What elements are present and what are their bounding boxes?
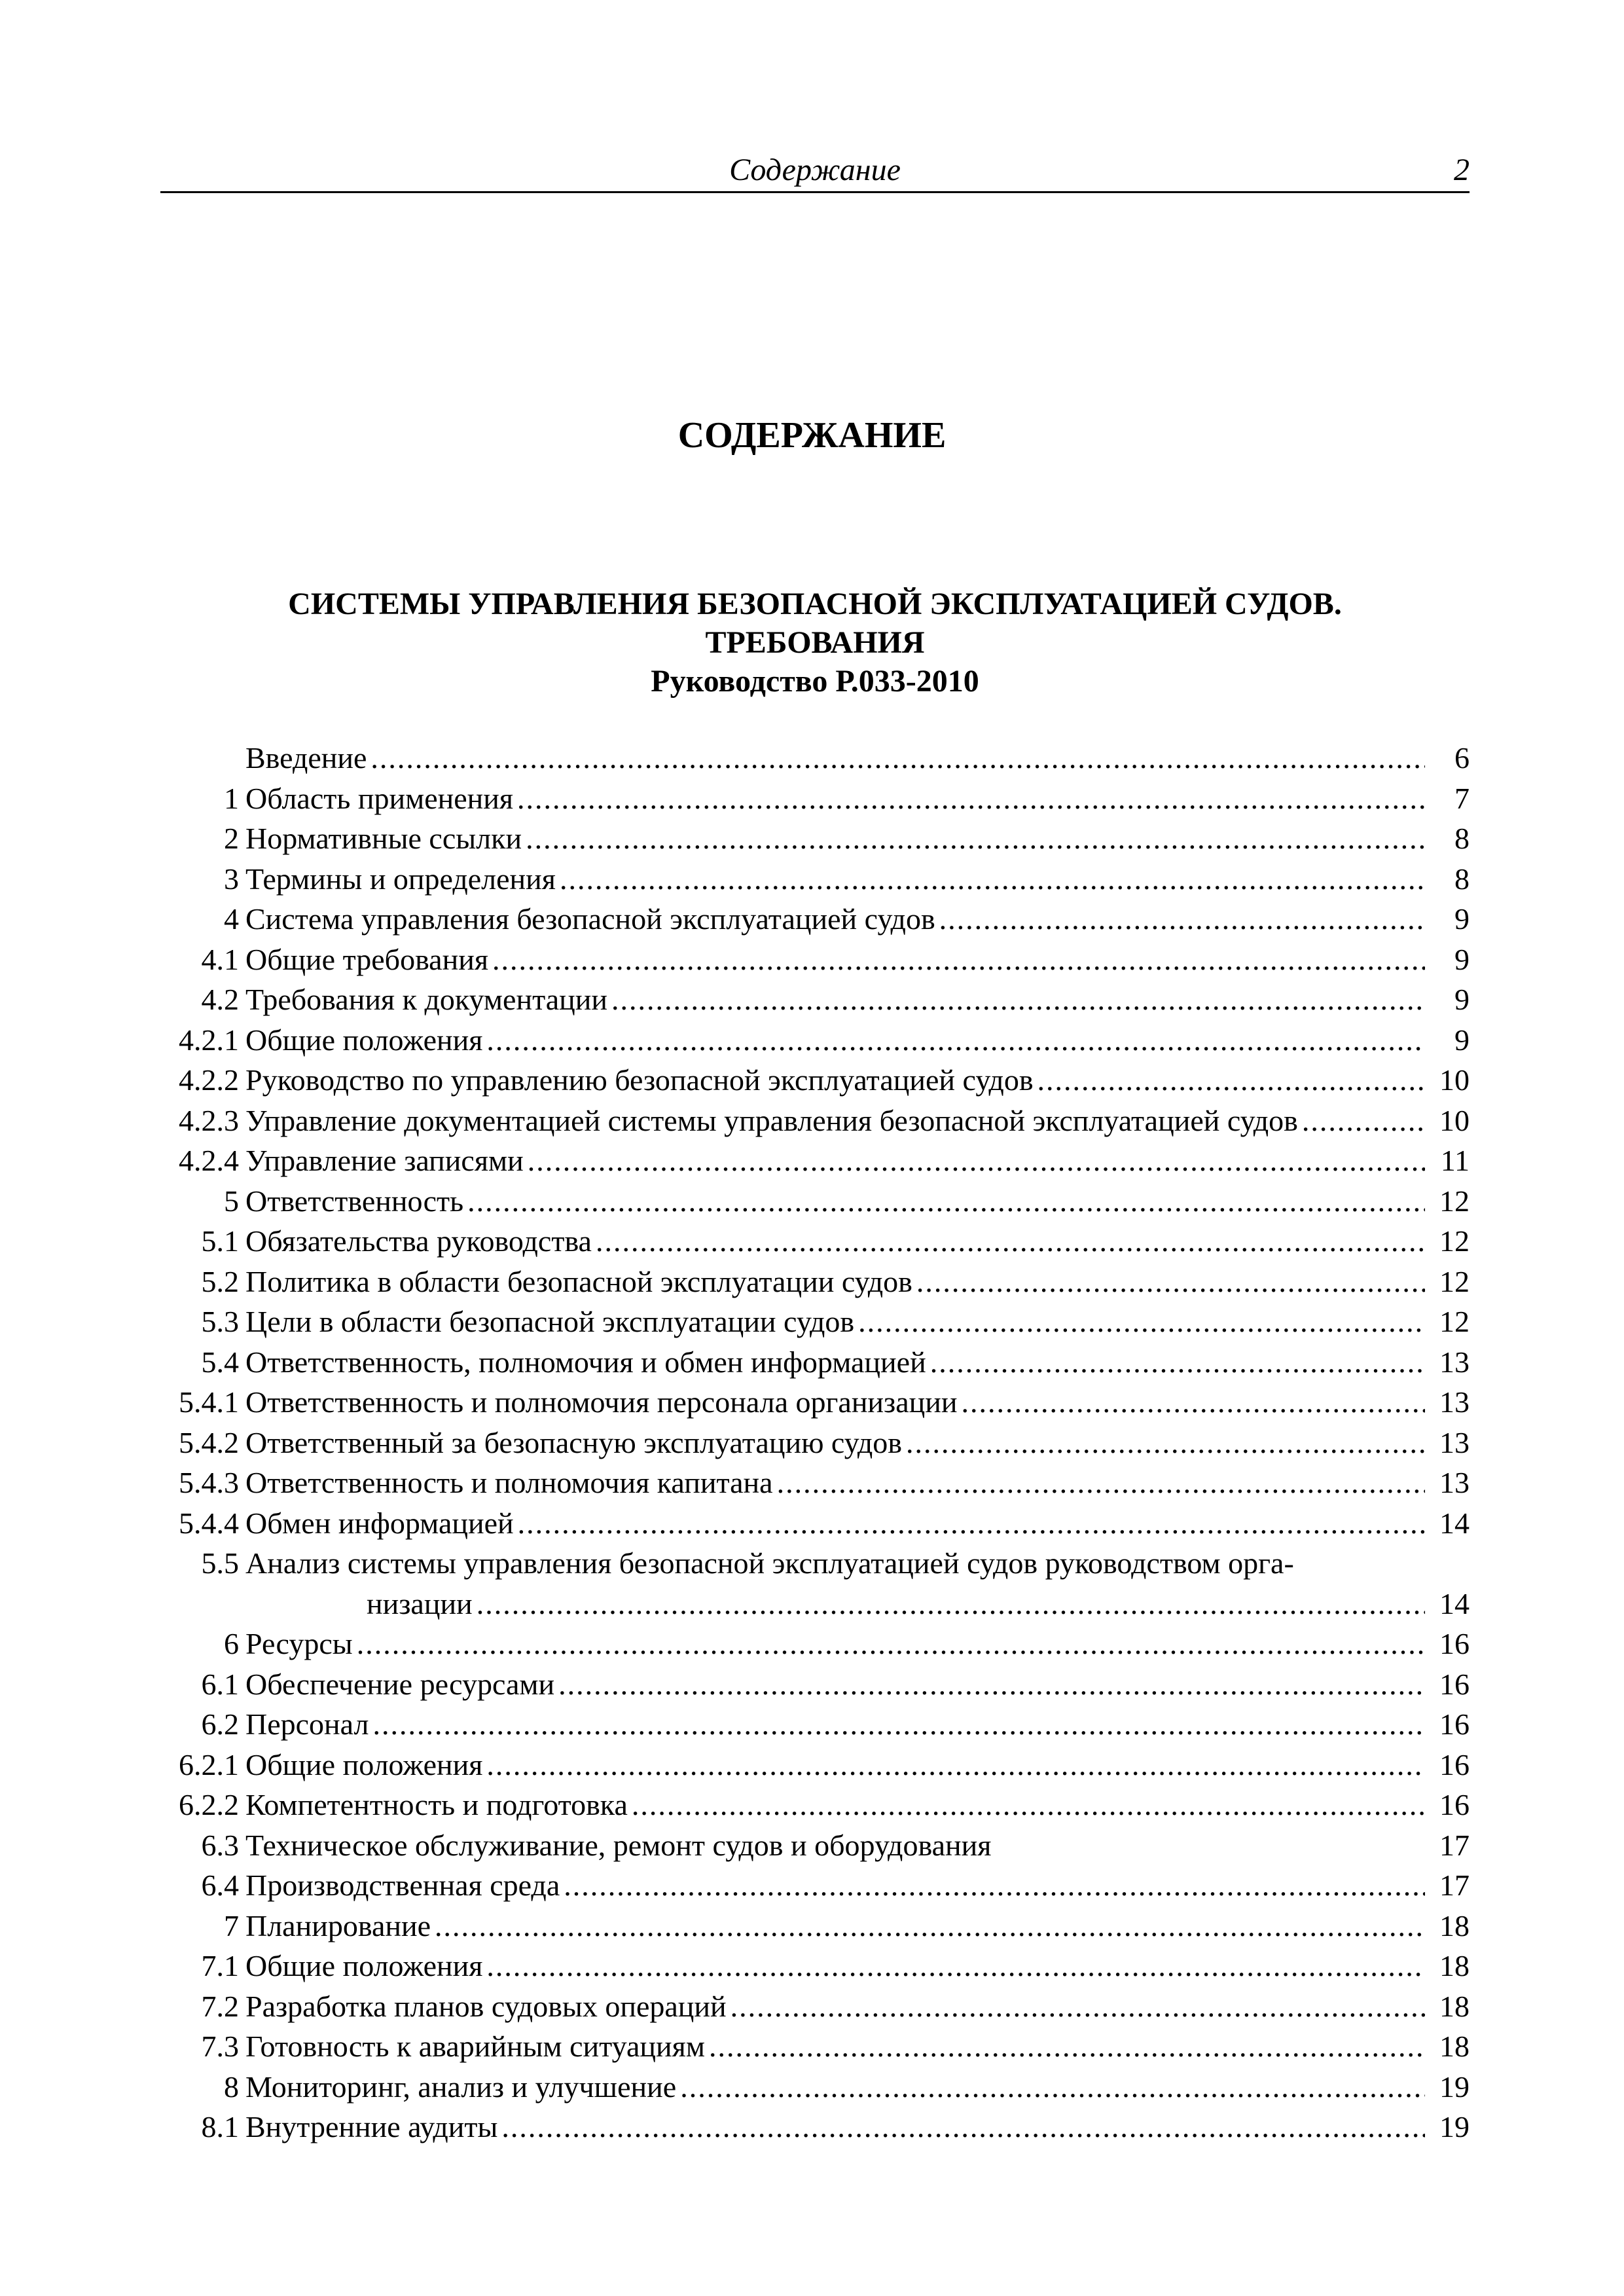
toc-entry[interactable] [160,1866,1470,1906]
toc-entry-page: 17 [1439,1828,1470,1862]
toc-entry-page: 19 [1439,2110,1470,2143]
toc-entry-page: 16 [1439,1707,1470,1741]
toc-entry[interactable] [160,1061,1470,1101]
toc-entry[interactable] [160,2107,1470,2148]
toc-dot-leader [518,1504,1425,1543]
toc-dot-leader [357,1624,1425,1664]
toc-dot-leader [596,1222,1425,1261]
toc-dot-leader [858,1302,1425,1341]
toc-entry-title: Ресурсы [245,1627,353,1660]
toc-dot-leader [680,2068,1425,2107]
toc-entry[interactable] [160,1182,1470,1222]
running-title: Содержание [729,153,901,187]
toc-entry-title: Система управления безопасной эксплуатацией судов [245,902,935,936]
toc-entry-page: 14 [1439,1506,1470,1540]
toc-entry-page: 8 [1454,862,1470,896]
toc-entry-title: Общие положения [245,1023,483,1057]
toc-entry-title: Область применения [245,781,514,815]
toc-entry-title: Производственная среда [245,1868,560,1902]
toc-entry-number: 1 [224,781,239,815]
toc-entry-number: 2 [224,822,239,855]
toc-entry[interactable] [160,1302,1470,1343]
toc-entry-number: 5.1 [201,1224,239,1258]
toc-dot-leader [528,1141,1425,1180]
toc-entry-title: Мониторинг, анализ и улучшение [245,2069,677,2104]
toc-entry-title: Общие положения [245,1949,483,1982]
toc-entry-page: 16 [1439,1627,1470,1660]
toc-entry-title: Ответственность и полномочия персонала организации [245,1385,958,1419]
toc-dot-leader [501,2107,1425,2147]
toc-entry-title: Обмен информацией [245,1506,514,1540]
toc-dot-leader [962,1383,1426,1422]
toc-entry-number: 6.4 [201,1868,239,1902]
toc-dot-leader [906,1423,1425,1463]
toc-entry-title: Внутренние аудиты [245,2110,498,2143]
toc-entry-number: 5.4.4 [179,1506,239,1540]
toc-entry-number: 6.1 [201,1667,239,1701]
toc-entry[interactable] [160,1705,1470,1745]
toc-entry-title: Общие требования [245,942,488,976]
toc-entry-page: 9 [1454,1023,1470,1057]
toc-entry[interactable] [160,1463,1470,1504]
toc-entry[interactable] [160,1383,1470,1423]
toc-entry-page: 8 [1454,822,1470,855]
toc-entry-number: 4 [224,902,239,936]
toc-entry-number: 4.2.4 [179,1144,239,1177]
toc-entry-page: 7 [1454,781,1470,815]
toc-entry-page: 9 [1454,942,1470,976]
toc-dot-leader [370,738,1425,778]
toc-entry-title: Разработка планов судовых операций [245,1989,727,2023]
toc-dot-leader [560,860,1425,899]
toc-entry-page: 18 [1439,1949,1470,1982]
toc-entry[interactable] [160,1624,1470,1665]
toc-entry[interactable] [160,1262,1470,1303]
document-title-line-1: СИСТЕМЫ УПРАВЛЕНИЯ БЕЗОПАСНОЙ ЭКСПЛУАТАЦИЕЙ СУДОВ. [288,587,1342,621]
toc-entry-number: 6 [224,1627,239,1660]
toc-entry-number: 4.1 [201,942,239,976]
toc-entry-number: 6.3 [201,1828,239,1862]
toc-dot-leader [486,1021,1425,1060]
page-number: 2 [1454,153,1470,187]
toc-entry-page: 6 [1454,741,1470,774]
toc-entry-page: 16 [1439,1747,1470,1781]
toc-dot-leader [486,1946,1425,1986]
toc-entry-page: 12 [1439,1305,1470,1338]
toc-entry-number: 8.1 [201,2110,239,2143]
toc-dot-leader [526,819,1425,858]
toc-entry-page: 13 [1439,1345,1470,1379]
toc-entry-number: 6.2 [201,1707,239,1741]
toc-dot-leader [486,1745,1425,1785]
toc-entry-title-line-1: Анализ системы управления безопасной эксплуатацией судов руководством орга- [245,1546,1294,1580]
toc-entry-number: 6.2.2 [179,1788,239,1821]
toc-entry-number: 7.2 [201,1989,239,2023]
toc-dot-leader [492,940,1425,979]
toc-entry[interactable] [160,2027,1470,2068]
toc-entry-number: 5.4.3 [179,1466,239,1499]
toc-entry-page: 12 [1439,1224,1470,1258]
toc-dot-leader [467,1182,1425,1221]
document-title [160,585,1470,701]
toc-dot-leader [939,900,1425,939]
toc-entry-page: 18 [1439,2030,1470,2063]
toc-entry-page: 12 [1439,1264,1470,1298]
toc-entry-number: 5.4 [201,1345,239,1379]
toc-entry-page: 11 [1440,1144,1470,1177]
toc-entry-page: 12 [1439,1184,1470,1218]
toc-entry-number: 7.1 [201,1949,239,1982]
toc-dot-leader [435,1906,1425,1946]
toc-entry-title: Ответственность и полномочия капитана [245,1466,773,1499]
toc-entry-number: 4.2.3 [179,1103,239,1137]
toc-entry-page: 16 [1439,1667,1470,1701]
toc-entry[interactable] [160,1946,1470,1987]
toc-entry[interactable] [160,1987,1470,2028]
toc-entry-number: 7.3 [201,2030,239,2063]
toc-entry-title-line-2: низации [367,1586,473,1620]
toc-entry[interactable] [160,1544,1470,1624]
toc-entry[interactable] [160,1785,1470,1826]
toc-entry-number: 4.2.2 [179,1063,239,1097]
toc-entry-title: Планирование [245,1908,431,1942]
toc-entry[interactable] [160,1504,1470,1544]
toc-entry-title: Готовность к аварийным ситуациям [245,2030,705,2063]
toc-entry[interactable] [160,1343,1470,1383]
toc-entry-title: Ответственность [245,1184,464,1218]
toc-entry-title: Управление записями [245,1144,524,1177]
toc-entry[interactable] [160,1665,1470,1705]
toc-dot-leader [632,1785,1425,1825]
toc-entry-page: 10 [1439,1063,1470,1097]
toc-entry-number: 5.2 [201,1264,239,1298]
toc-entry-title: Персонал [245,1707,369,1741]
toc-entry-page: 17 [1439,1868,1470,1902]
toc-entry-title: Термины и определения [245,862,556,896]
toc-entry[interactable] [160,1906,1470,1947]
toc-entry[interactable] [160,900,1470,940]
toc-entry-title: Техническое обслуживание, ремонт судов и оборудования [245,1828,992,1862]
toc-entry[interactable] [160,1423,1470,1464]
toc-entry-number: 8 [224,2069,239,2104]
document-title-line-2: ТРЕБОВАНИЯ [705,625,925,660]
toc-entry-title: Общие положения [245,1747,483,1781]
toc-entry-page: 18 [1439,1989,1470,2023]
toc-entry-number: 5.4.2 [179,1425,239,1459]
toc-entry-page: 16 [1439,1788,1470,1821]
toc-entry-page: 13 [1439,1466,1470,1499]
toc-entry-title: Компетентность и подготовка [245,1788,628,1821]
toc-dot-leader [564,1866,1425,1905]
toc-entry-title: Управление документацией системы управления безопасной эксплуатацией судов [245,1103,1298,1137]
page-title: СОДЕРЖАНИЕ [677,415,947,456]
toc-entry-page: 19 [1439,2069,1470,2104]
toc-dot-leader [372,1705,1425,1744]
toc-entry-page: 10 [1439,1103,1470,1137]
toc-entry-title: Обеспечение ресурсами [245,1667,555,1701]
toc-dot-leader [477,1584,1425,1624]
toc-entry-number: 6.2.1 [179,1747,239,1781]
toc-entry-title: Нормативные ссылки [245,822,522,855]
running-header [160,145,1470,193]
toc-entry-page: 13 [1439,1425,1470,1459]
toc-entry-page: 18 [1439,1908,1470,1942]
toc-entry-number: 5.3 [201,1305,239,1338]
toc-entry-number: 4.2.1 [179,1023,239,1057]
toc-entry-number: 5 [224,1184,239,1218]
toc-dot-leader [916,1262,1425,1302]
toc-entry-number: 3 [224,862,239,896]
toc-dot-leader [731,1987,1425,2026]
toc-entry-number: 5.4.1 [179,1385,239,1419]
document-title-line-3: Руководство Р.033-2010 [651,664,979,699]
toc-entry-title: Требования к документации [245,983,608,1016]
toc-entry[interactable] [160,1101,1470,1142]
toc-entry-page: 9 [1454,902,1470,936]
toc-entry-title: Обязательства руководства [245,1224,592,1258]
toc-entry[interactable] [160,738,1470,779]
toc-entry-title: Руководство по управлению безопасной эксплуатацией судов [245,1063,1034,1097]
toc-entry-title: Ответственность, полномочия и обмен информацией [245,1345,926,1379]
toc-entry[interactable] [160,1745,1470,1786]
toc-entry[interactable] [160,779,1470,820]
toc-entry[interactable] [160,1021,1470,1061]
toc-dot-leader [517,779,1425,818]
toc-dot-leader [1302,1101,1425,1140]
toc-entry-number: 4.2 [201,983,239,1016]
toc-entry-title: Введение [245,741,367,774]
toc-entry-title: Ответственный за безопасную эксплуатацию судов [245,1425,902,1459]
toc-entry[interactable] [160,1141,1470,1182]
toc-dot-leader [777,1463,1425,1503]
toc-dot-leader [611,980,1425,1019]
toc-entry-number: 7 [224,1908,239,1942]
toc-entry[interactable] [160,2068,1470,2108]
toc-dot-leader [709,2027,1425,2066]
toc-entry-number: 5.5 [201,1546,239,1580]
toc-entry-page: 14 [1439,1586,1470,1620]
toc-dot-leader [930,1343,1425,1382]
table-of-contents [160,738,1470,2148]
toc-entry[interactable] [160,980,1470,1021]
toc-entry-page: 13 [1439,1385,1470,1419]
toc-dot-leader [558,1665,1425,1704]
toc-entry-title: Цели в области безопасной эксплуатации судов [245,1305,855,1338]
toc-entry[interactable] [160,940,1470,981]
toc-dot-leader [1038,1061,1425,1100]
toc-entry-title: Политика в области безопасной эксплуатации судов [245,1264,912,1298]
toc-entry[interactable] [160,819,1470,860]
toc-entry[interactable] [160,1222,1470,1262]
toc-entry[interactable] [160,860,1470,900]
toc-entry[interactable] [160,1826,1470,1867]
toc-entry-page: 9 [1454,983,1470,1016]
